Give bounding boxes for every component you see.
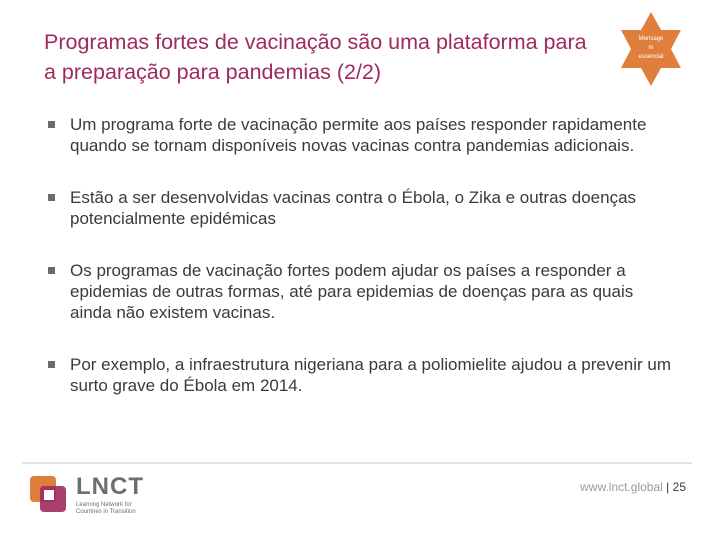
bullet-text: Um programa forte de vacinação permite aos países responder rapidamente quando se tornam disponíveis novas vacinas contra pandemias adicionais. xyxy=(70,115,647,155)
list-item xyxy=(46,354,676,396)
slide-title: Programas fortes de vacinação são uma plataforma para a preparação para pandemias (2/2) xyxy=(44,30,587,84)
bullet-text: Por exemplo, a infraestrutura nigeriana para a poliomielite ajudou a prevenir um surto grave do Ébola em 2014. xyxy=(70,355,672,395)
list-item xyxy=(46,260,676,323)
list-item xyxy=(46,187,676,229)
bullet-text: Os programas de vacinação fortes podem ajudar os países a responder a epidemias de outras formas, até para epidemias de doenças para as quais ainda não existem vacinas. xyxy=(70,261,634,322)
footer-text xyxy=(500,480,686,494)
bullet-square-icon xyxy=(48,267,55,274)
footer-divider xyxy=(22,462,692,464)
bullet-square-icon xyxy=(48,361,55,368)
footer-separator: | xyxy=(666,480,670,494)
logo-wordmark: LNCT xyxy=(76,473,144,500)
bullet-text: Estão a ser desenvolvidas vacinas contra o Ébola, o Zika e outras doenças potencialmente epidémicas xyxy=(70,188,637,228)
logo-tagline: Learning Network for Countries in Transition xyxy=(76,502,136,515)
page-number: 25 xyxy=(672,480,686,494)
badge-label: Mensage m essencial xyxy=(638,36,664,60)
key-message-badge xyxy=(611,12,691,86)
lnct-logo-icon xyxy=(26,472,72,518)
bullet-list xyxy=(46,114,676,396)
list-item xyxy=(46,114,676,156)
lnct-logo xyxy=(26,472,176,522)
bullet-square-icon xyxy=(48,194,55,201)
bullet-square-icon xyxy=(48,121,55,128)
footer-url[interactable]: www.lnct.global xyxy=(580,480,663,494)
